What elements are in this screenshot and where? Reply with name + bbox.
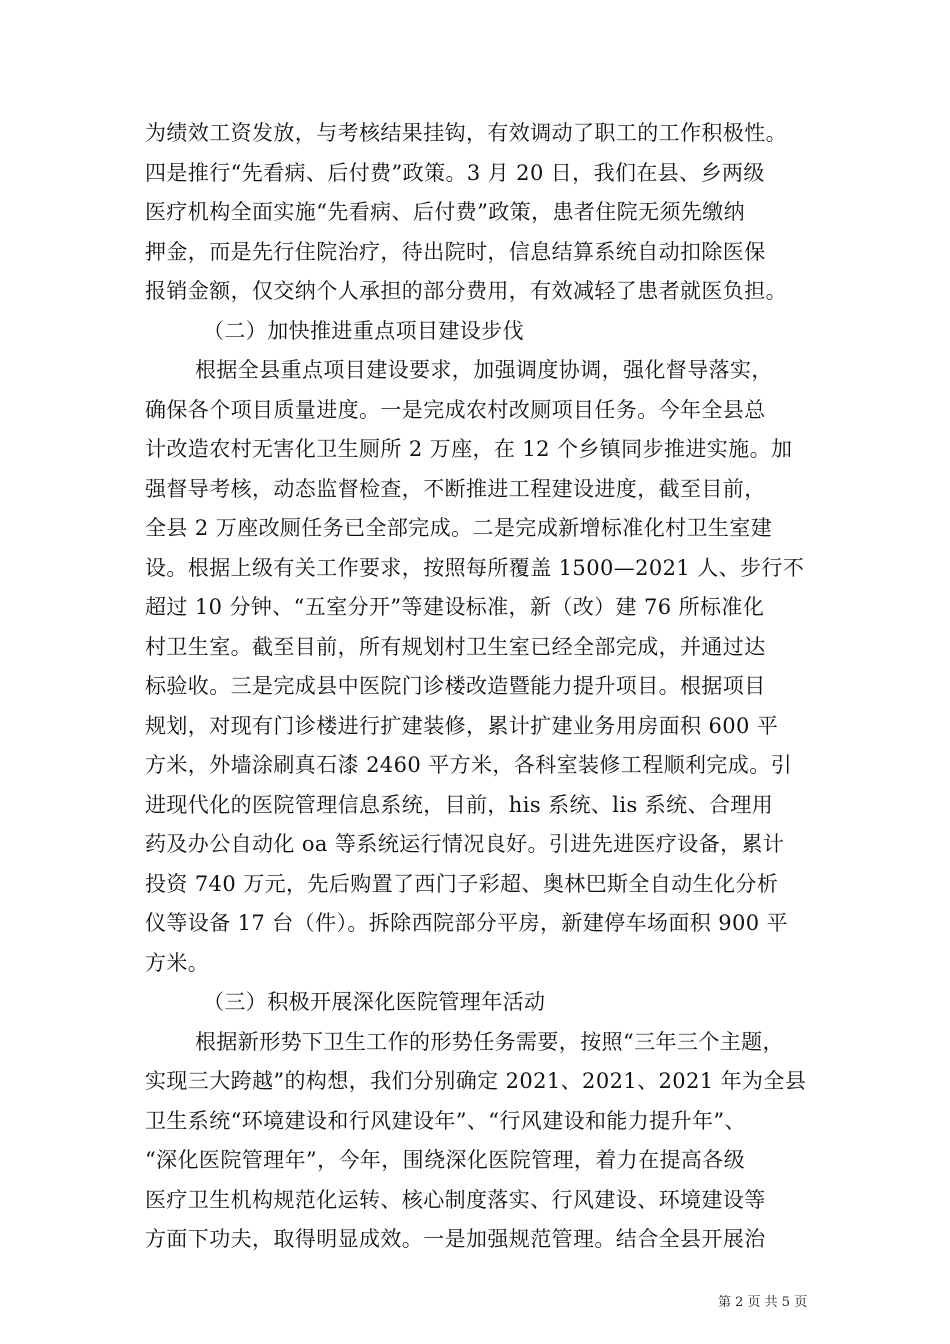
body-text-line: 投资 740 万元，先后购置了西门子彩超、奥林巴斯全自动生化分析 — [145, 872, 779, 896]
section-heading: （二）加快推进重点项目建设步伐 — [203, 319, 524, 343]
body-text-line: 医疗卫生机构规范化运转、核心制度落实、行风建设、环境建设等 — [145, 1188, 766, 1212]
body-text-line: 根据全县重点项目建设要求，加强调度协调，强化督导落实， — [195, 358, 773, 382]
body-text-line: 卫生系统“环境建设和行风建设年”、“行风建设和能力提升年”、 — [145, 1109, 746, 1133]
body-text-line: 报销金额，仅交纳个人承担的部分费用，有效减轻了患者就医负担。 — [145, 279, 787, 303]
body-text-line: 药及办公自动化 oa 等系统运行情况良好。引进先进医疗设备，累计 — [145, 832, 785, 856]
body-text-line: 设。根据上级有关工作要求，按照每所覆盖 1500—2021 人、步行不 — [145, 556, 805, 580]
body-text-line: 方面下功夫，取得明显成效。一是加强规范管理。结合全县开展治 — [145, 1227, 766, 1251]
body-text-line: 医疗机构全面实施“先看病、后付费”政策，患者住院无须先缴纳 — [145, 200, 746, 224]
body-text-line: 强督导考核，动态监督检查，不断推进工程建设进度，截至目前， — [145, 477, 766, 501]
body-text-line: 超过 10 分钟、“五室分开”等建设标准，新（改）建 76 所标准化 — [145, 595, 765, 619]
body-text-line: 规划，对现有门诊楼进行扩建装修，累计扩建业务用房面积 600 平 — [145, 714, 779, 738]
body-text-line: 方米。 — [145, 951, 210, 975]
body-text-line: 计改造农村无害化卫生厕所 2 万座，在 12 个乡镇同步推进实施。加 — [145, 437, 793, 461]
body-text-line: 确保各个项目质量进度。一是完成农村改厕项目任务。今年全县总 — [145, 398, 766, 422]
page-number: 第 2 页 共 5 页 — [718, 1295, 808, 1310]
body-text-line: 标验收。三是完成县中医院门诊楼改造暨能力提升项目。根据项目 — [145, 674, 766, 698]
body-text-line: 方米，外墙涂刷真石漆 2460 平方米，各科室装修工程顺利完成。引 — [145, 753, 792, 777]
section-heading: （三）积极开展深化医院管理年活动 — [203, 990, 546, 1014]
body-text-line: 全县 2 万座改厕任务已全部完成。二是完成新增标准化村卫生室建 — [145, 516, 773, 540]
body-text-line: 四是推行“先看病、后付费”政策。3 月 20 日，我们在县、乡两级 — [145, 161, 765, 185]
body-text-line: 进现代化的医院管理信息系统，目前，his 系统、lis 系统、合理用 — [145, 793, 774, 817]
body-text-line: 仪等设备 17 台（件）。拆除西院部分平房，新建停车场面积 900 平 — [145, 911, 789, 935]
body-text-line: 实现三大跨越”的构想，我们分别确定 2021、2021、2021 年为全县 — [145, 1069, 807, 1093]
body-text-line: 村卫生室。截至目前，所有规划村卫生室已经全部完成，并通过达 — [145, 635, 766, 659]
body-text-line: 为绩效工资发放，与考核结果挂钩，有效调动了职工的工作积极性。 — [145, 121, 787, 145]
body-text-line: 押金，而是先行住院治疗，待出院时，信息结算系统自动扣除医保 — [145, 240, 766, 264]
body-text-line: 根据新形势下卫生工作的形势任务需要，按照“三年三个主题， — [195, 1030, 784, 1054]
body-text-line: “深化医院管理年”，今年，围绕深化医院管理，着力在提高各级 — [145, 1148, 746, 1172]
